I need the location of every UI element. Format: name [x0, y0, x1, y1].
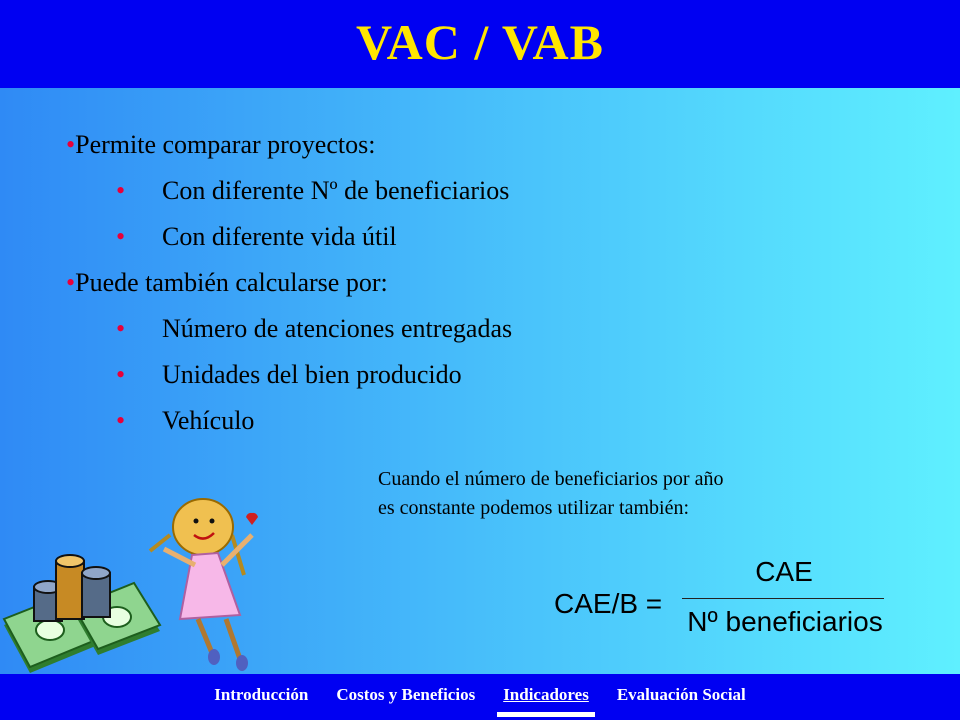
- bullet-item: •Puede también calcularse por:: [66, 268, 388, 297]
- fraction-bar: [682, 598, 884, 599]
- coin-stack-icon: [34, 555, 110, 621]
- nav-indicadores[interactable]: Indicadores: [489, 685, 603, 705]
- bullet-dot-icon: •: [116, 314, 126, 343]
- bullet-dot-icon: •: [116, 222, 126, 251]
- bullet-dot-icon: •: [116, 406, 126, 435]
- bullet-dot-icon: •: [116, 360, 126, 389]
- bullet-dot-icon: •: [66, 130, 76, 159]
- sub-bullet-item: • Vehículo: [66, 398, 512, 444]
- nav-introduccion[interactable]: Introducción: [214, 685, 309, 704]
- bullet-list: [66, 122, 512, 444]
- nav-evaluacion-social[interactable]: Evaluación Social: [616, 685, 746, 704]
- sub-bullet-item: • Con diferente vida útil: [66, 214, 512, 260]
- money-and-girl-clipart: [0, 495, 290, 675]
- bullet-dot-icon: •: [116, 176, 126, 205]
- girl-icon: [150, 499, 258, 671]
- nav-costos-beneficios[interactable]: Costos y Beneficios: [336, 685, 476, 704]
- bullet-dot-icon: •: [66, 268, 76, 297]
- bullet-item: •Permite comparar proyectos:: [66, 130, 376, 159]
- note-text: Cuando el número de beneficiarios por año es constante podemos utilizar también:: [378, 468, 724, 519]
- sub-bullet-item: • Con diferente Nº de beneficiarios: [66, 168, 512, 214]
- formula-numerator: CAE: [755, 556, 813, 587]
- formula-denominator: Nº beneficiarios: [687, 606, 883, 637]
- header-bar: [0, 0, 960, 88]
- formula-lhs: CAE/B =: [554, 588, 663, 619]
- footer-nav: [0, 674, 960, 720]
- slide-title: VAC / VAB: [356, 14, 604, 70]
- sub-bullet-item: • Unidades del bien producido: [66, 352, 512, 398]
- sub-bullet-item: • Número de atenciones entregadas: [66, 306, 512, 352]
- formula: [550, 552, 890, 652]
